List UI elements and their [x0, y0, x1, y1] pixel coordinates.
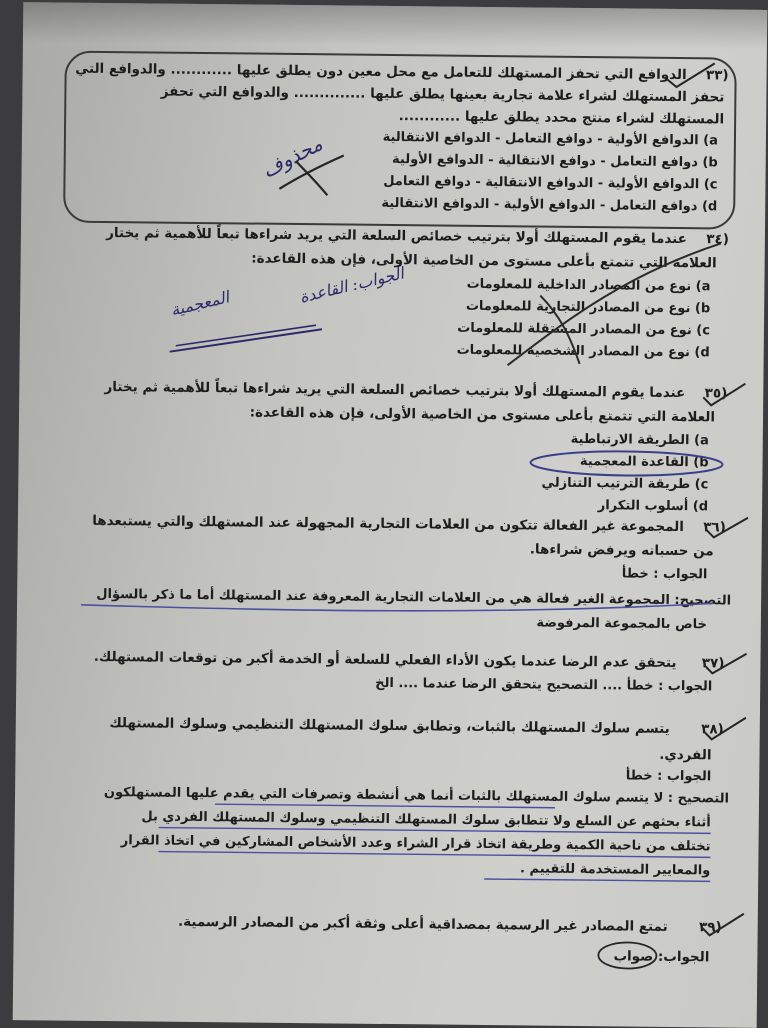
q35-line-1: عندما يقوم المستهلك أولا بترتيب خصائص السلعة التي يريد شراءها تبعاً للأهمية ثم يختار: [104, 379, 686, 402]
q35-tick-mark: [699, 379, 749, 410]
q36-answer: الجواب : خطأ: [621, 566, 708, 583]
q34-number: (٣٤: [706, 231, 729, 248]
q35-number: (٣٥: [704, 385, 728, 402]
q35-option-d: [598, 498, 708, 514]
q36-line-2: من حسبانه ويرفض شراءها.: [529, 541, 714, 560]
option-text: دوافع التعامل - دوافع الانتقالية - الدوافع الأولية: [391, 152, 698, 171]
option-letter: c): [696, 323, 711, 339]
option-text: نوع من المصادر الشخصية للمعلومات: [456, 342, 690, 361]
option-text: نوع من المصادر المستقلة للمعلومات: [457, 320, 692, 339]
q35-option-c: [542, 476, 709, 493]
q33-line-2: تحفز المستهلك لشراء علامة تجارية بعينها يطلق عليها .............. والدوافع التي تحفز: [160, 83, 725, 106]
option-letter: c): [703, 177, 718, 193]
q38-underlines: [154, 800, 715, 886]
q38-correction-3: تختلف من ناحية الكمية وطريقة اتخاذ قرار الشراء وعدد الأشخاص المشاركين في اتخاذ القرار: [120, 833, 711, 855]
option-letter: d): [694, 345, 710, 361]
option-letter: a): [693, 433, 709, 449]
q36-correction-1: التصحيح: المجموعة الغير فعالة هي من العلامات التجارية المعروفة عند المستهلك أما ما ذكر بالسؤال: [96, 586, 732, 609]
option-text: نوع من المصادر التجارية للمعلومات: [465, 298, 691, 317]
q38-correction-1: التصحيح : لا يتسم سلوك المستهلك بالثبات أنما هي أنشطة وتصرفات التي يقدم عليها المستهلكون: [103, 785, 730, 807]
q35-option-a: [571, 432, 709, 448]
q33-tick-mark: [662, 59, 722, 90]
option-text: أسلوب التكرار: [597, 498, 689, 515]
q36-correction-2: خاص بالمجموعة المرفوضة: [536, 615, 707, 633]
option-letter: b): [693, 455, 709, 471]
q36-line-1: المجموعة غير الفعالة تتكون من العلامات التجارية المجهولة عند المستهلك والتي يستبعدها: [92, 512, 684, 536]
q38-correction-2: أثناء بحثهم عن السلع ولا تتطابق سلوك المستهلك التنظيمي وسلوك المستهلك الفردي بل: [141, 809, 711, 831]
q38-tick-mark: [700, 713, 750, 744]
q39-number: (٣٩: [698, 919, 722, 936]
option-text: الدوافع الأولية - دوافع التعامل - الدوافع الانتقالية: [382, 129, 699, 149]
q35-line-2: العلامة التي تتمتع بأعلى مستوى من الخاصية الأولى، فإن هذه القاعدة:: [249, 404, 716, 426]
q38-line-2: الفردي.: [659, 746, 712, 764]
option-letter: c): [694, 477, 709, 493]
q37-answer: الجواب : خطأ .... التصحيح يتحقق الرضا عندما .... الخ: [375, 675, 713, 695]
q34-line-1: عندما يقوم المستهلك أولا بترتيب خصائص السلعة التي يريد شراءها تبعاً للأهمية ثم يختار: [106, 225, 687, 248]
option-text: دوافع التعامل - الدوافع الأولية - الدوافع الانتقالية: [381, 195, 698, 215]
q37-tick-mark: [700, 649, 750, 676]
option-text: القاعدة المعجمية: [579, 453, 689, 471]
answer-label: الجواب:: [657, 948, 710, 966]
q38-answer: الجواب : خطأ: [625, 768, 712, 785]
option-letter: a): [695, 279, 711, 295]
q37-number: (٣٧: [701, 655, 725, 672]
q38-correction-4: والمعايير المستخدمة للتقييم .: [520, 861, 711, 879]
q39-tick-mark: [698, 909, 748, 940]
option-text: نوع من المصادر الداخلية للمعلومات: [466, 276, 692, 295]
option-letter: d): [701, 199, 718, 215]
option-letter: b): [694, 301, 711, 317]
q34-underline-strokes: [166, 322, 326, 358]
q36-number: (٣٦: [703, 519, 726, 536]
q38-line-1: يتسم سلوك المستهلك بالثبات، وتطابق سلوك المستهلك التنظيمي وسلوك المستهلك: [109, 715, 670, 737]
option-text: طريقة الترتيب التنازلي: [541, 475, 691, 493]
q33-cross-mark: [271, 151, 352, 202]
q33-number: (٣٣: [705, 67, 729, 84]
option-letter: a): [703, 133, 719, 149]
q34-cross-mark: [499, 235, 730, 377]
q36-tick-mark: [702, 513, 752, 540]
document-page: [13, 2, 768, 1028]
answer-value: صواب: [613, 948, 654, 965]
q39-line: تمتع المصادر غير الرسمية بمصداقية أعلى وثقة أكبر من المصادر الرسمية.: [177, 913, 668, 935]
option-letter: d): [692, 499, 709, 515]
option-text: الطريقة الارتباطية: [570, 431, 690, 449]
option-letter: b): [702, 155, 718, 171]
scan-shadow: [23, 2, 767, 50]
option-text: الدوافع الأولية - الدوافع الانتقالية - دوافع التعامل: [383, 173, 700, 193]
q37-line: يتحقق عدم الرضا عندما يكون الأداء الفعلي للسلعة أو الخدمة أكبر من توقعات المستهلك.: [93, 648, 677, 672]
q38-number: (٣٨: [701, 721, 724, 738]
q33-handwriting-deleted: محذوف: [257, 131, 327, 183]
q35-answer-circle: [526, 447, 726, 479]
q34-handwritten-answer: الجواب: القاعدة: [297, 263, 406, 307]
q33-line-3: المستهلك لشراء منتج محدد يطلق عليها ............: [398, 108, 725, 128]
q33-line-1: الدوافع التي تحفز المستهلك للتعامل مع محل معين دون يطلق عليها ............ والدوافع التي: [75, 60, 687, 84]
q39-answer-circle: [595, 940, 659, 971]
q34-handwritten-answer-2: المعجمية: [168, 287, 231, 320]
q34-line-2: العلامة التي تتمتع بأعلى مستوى من الخاصية الأولى، فإن هذه القاعدة:: [251, 250, 717, 272]
